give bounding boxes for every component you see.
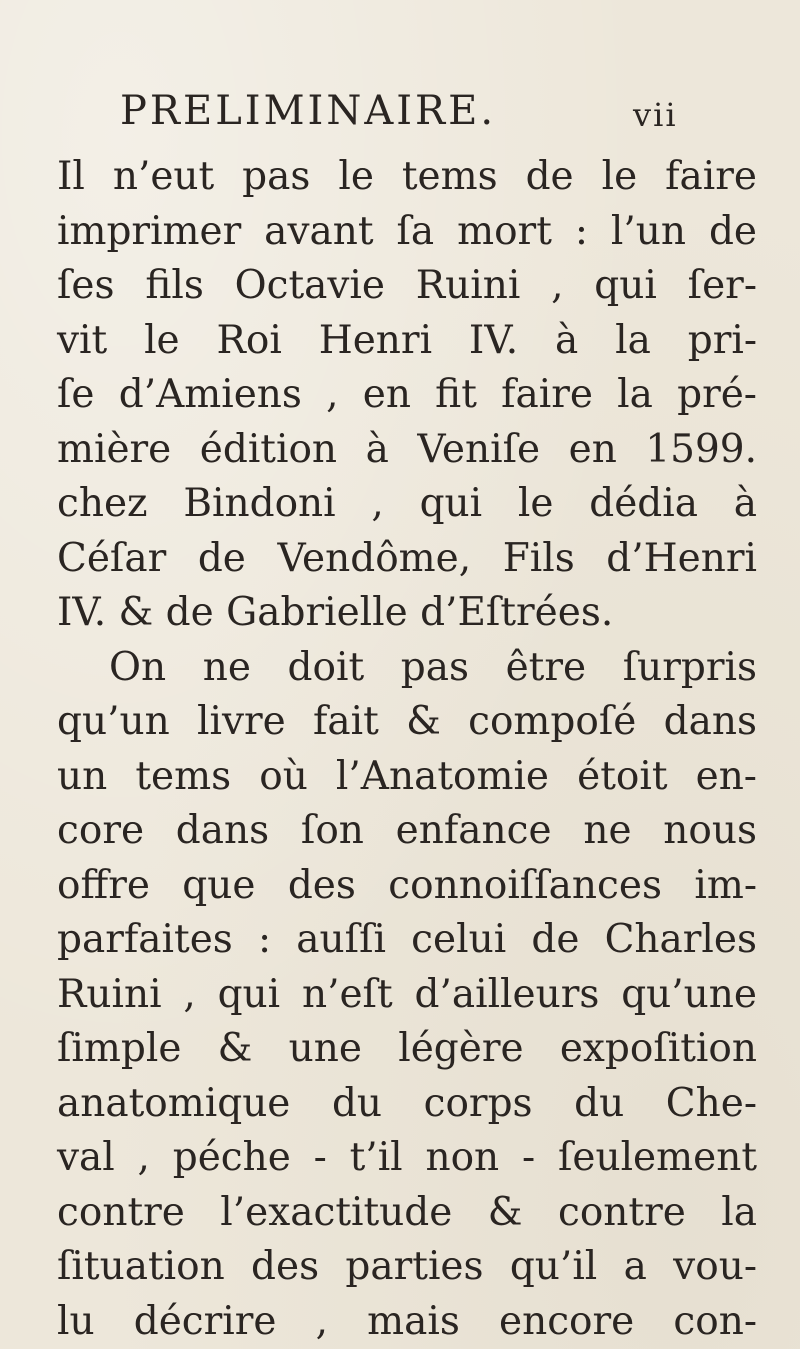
text-line: offre que des connoiſſances im- — [57, 862, 757, 908]
text-line: vit le Roi Henri IV. à la pri- — [57, 317, 757, 363]
text-line: Il n’eut pas le tems de le faire — [57, 154, 757, 199]
text-line: anatomique du corps du Che- — [57, 1080, 757, 1126]
text-line: contre l’exactitude & contre la — [57, 1189, 757, 1235]
text-line: mière édition à Veniſe en 1599. — [57, 426, 757, 472]
text-line: ſe d’Amiens , en fit faire la pré- — [57, 372, 757, 417]
text-line: chez Bindoni , qui le dédia à — [57, 481, 757, 526]
text-line: Céſar de Vendôme, Fils d’Henri — [57, 535, 757, 581]
text-line: imprimer avant ſa mort : l’un de — [57, 208, 757, 254]
page-number: vii — [633, 96, 678, 134]
text-line: ſes fils Octavie Ruini , qui ſer- — [57, 263, 757, 308]
text-line: val , péche - t’il non - ſeulement — [57, 1135, 757, 1180]
text-line: ſimple & une légère expoſition — [57, 1026, 757, 1071]
text-line: parfaites : auſſi celui de Charles — [57, 917, 757, 962]
text-line: IV. & de Gabrielle d’Eſtrées. — [57, 590, 614, 635]
text-line: ſituation des parties qu’il a vou- — [57, 1244, 757, 1289]
text-line: qu’un livre fait & compoſé dans — [57, 699, 757, 744]
body-text — [57, 150, 757, 1349]
running-head — [0, 86, 800, 136]
text-line: un tems où l’Anatomie étoit en- — [57, 753, 757, 799]
running-title: PRELIMINAIRE. — [120, 88, 497, 134]
paragraph-start-line: On ne doit pas être ſurpris — [109, 644, 757, 690]
text-line: lu décrire , mais encore con- — [57, 1298, 757, 1344]
text-line: Ruini , qui n’eſt d’ailleurs qu’une — [57, 971, 757, 1017]
text-line: core dans ſon enfance ne nous — [57, 808, 757, 853]
